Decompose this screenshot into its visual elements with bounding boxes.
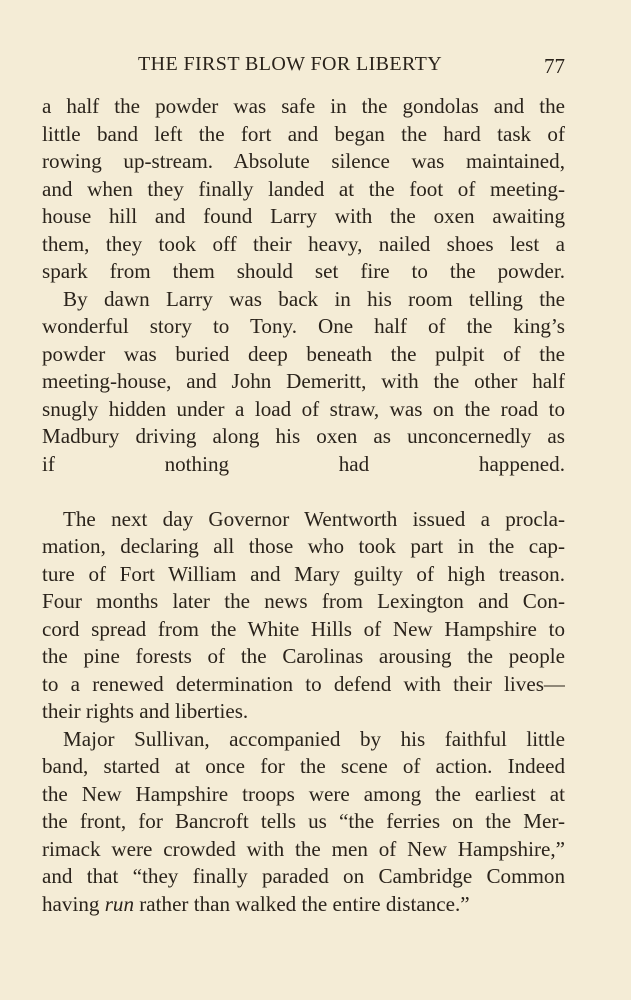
paragraph-1 <box>42 93 565 286</box>
text-line: house hill and found Larry with the oxen awaiting <box>42 204 565 228</box>
text-line: meeting-house, and John Demeritt, with the other half <box>42 369 565 393</box>
paragraph-3 <box>42 506 565 726</box>
paragraph-4 <box>42 726 565 919</box>
text-line: rowing up-stream. Absolute silence was maintained, <box>42 149 565 173</box>
text-line <box>42 478 565 506</box>
text-line: a half the powder was safe in the gondolas and the <box>42 94 565 118</box>
body-text <box>42 93 565 918</box>
text-line: snugly hidden under a load of straw, was on the road to <box>42 396 565 421</box>
text-line: Major Sullivan, accompanied by his faithful little <box>63 726 565 751</box>
page-header <box>40 53 571 81</box>
text-line: spark from them should set fire to the powder. <box>42 259 565 283</box>
text-segment: rather than walked the entire distance.” <box>134 891 470 916</box>
text-line: little band left the fort and began the hard task of <box>42 121 565 146</box>
text-line: ture of Fort William and Mary guilty of high treason. <box>42 561 565 586</box>
text-line: them, they took off their heavy, nailed shoes lest a <box>42 231 565 256</box>
text-line: By dawn Larry was back in his room telling the <box>63 286 565 311</box>
text-line: the New Hampshire troops were among the earliest at <box>42 781 565 806</box>
text-line: their rights and liberties. <box>42 699 249 723</box>
text-line: and when they finally landed at the foot of meeting- <box>42 176 565 201</box>
text-segment: having <box>42 891 105 916</box>
paragraph-2 <box>42 286 565 506</box>
text-line: and that “they finally paraded on Cambridge Common <box>42 864 565 888</box>
text-line: powder was buried deep beneath the pulpit of the <box>42 341 565 366</box>
italic-word: run <box>104 891 134 916</box>
text-line: cord spread from the White Hills of New Hampshire to <box>42 616 565 641</box>
text-line: band, started at once for the scene of action. Indeed <box>42 754 565 778</box>
text-line: mation, declaring all those who took part in the cap- <box>42 534 565 558</box>
text-line: if nothing had happened. <box>42 451 565 476</box>
text-line: Four months later the news from Lexington and Con- <box>42 589 565 613</box>
text-line: the pine forests of the Carolinas arousing the people <box>42 644 565 668</box>
text-line: the front, for Bancroft tells us “the ferries on the Mer- <box>42 809 565 833</box>
text-line <box>42 891 565 919</box>
text-line: rimack were crowded with the men of New Hampshire,” <box>42 836 565 861</box>
running-head: THE FIRST BLOW FOR LIBERTY <box>138 53 443 75</box>
page-number: 77 <box>544 54 565 78</box>
text-line: to a renewed determination to defend with their lives— <box>42 671 565 696</box>
text-line: The next day Governor Wentworth issued a procla- <box>63 506 565 531</box>
text-line: Madbury driving along his oxen as unconcernedly as <box>42 424 565 448</box>
text-line: wonderful story to Tony. One half of the king’s <box>42 314 565 338</box>
